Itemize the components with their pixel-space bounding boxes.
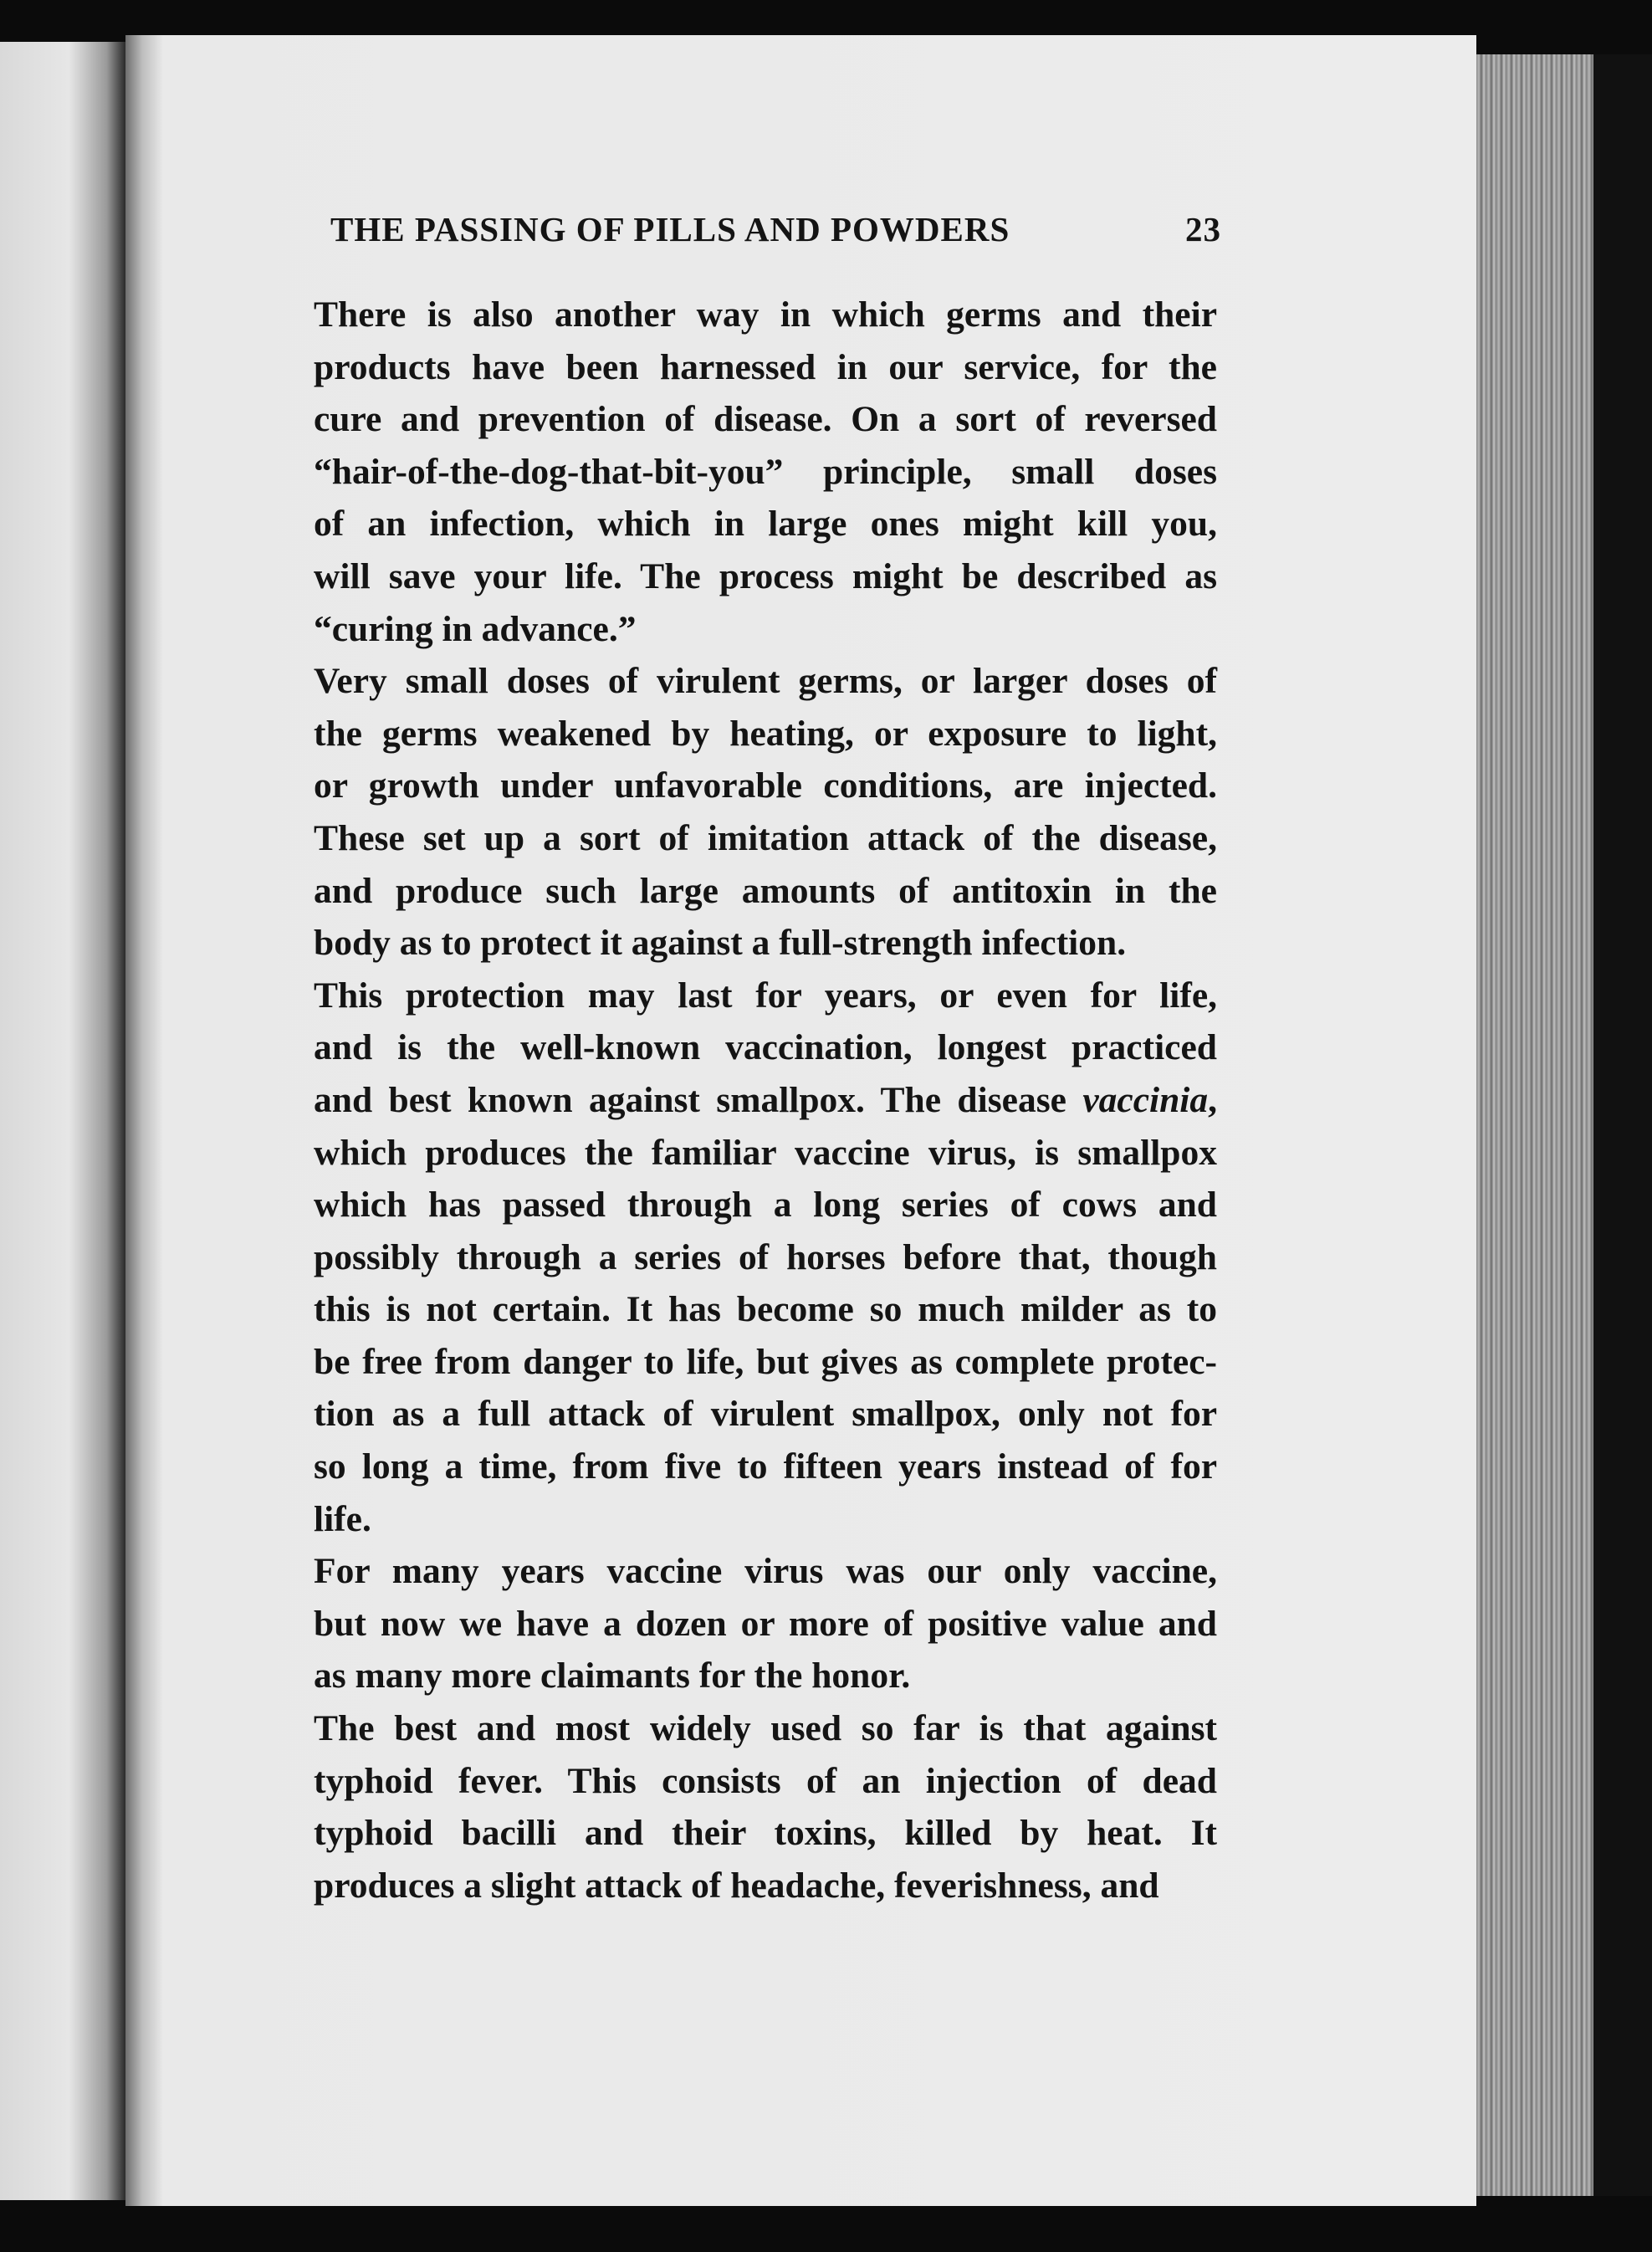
facing-page-edge: [0, 42, 125, 2200]
text-line: and is the well-known vaccination, longest practiced: [314, 1027, 1217, 1068]
text-line: produces a slight attack of headache, feverishness, and: [314, 1865, 1159, 1906]
text-line: and produce such large amounts of antitoxin in the: [314, 870, 1217, 911]
paragraph: [268, 970, 1217, 1546]
text-line: The best and most widely used so far is that against: [314, 1708, 1217, 1749]
text-line: but now we have a dozen or more of positive value and: [314, 1603, 1217, 1644]
text-line: cure and prevention of disease. On a sort of reversed: [314, 399, 1217, 440]
text-line: For many years vaccine virus was our only vaccine,: [314, 1551, 1217, 1592]
text-line: this is not certain. It has become so much milder as to: [314, 1289, 1217, 1330]
running-title: THE PASSING OF PILLS AND POWDERS: [330, 210, 1010, 248]
text-line: will save your life. The process might be described as: [314, 555, 1217, 596]
text-line: of an infection, which in large ones might kill you,: [314, 504, 1217, 545]
scan-border: [1593, 54, 1652, 2196]
paragraph: [268, 1545, 1217, 1702]
italic-term: vaccinia: [1082, 1079, 1209, 1120]
text-line: as many more claimants for the honor.: [314, 1656, 911, 1697]
text-line: and best known against smallpox. The disease vaccinia,: [314, 1079, 1217, 1120]
text-line: body as to protect it against a full-strength infection.: [314, 923, 1127, 964]
text-line: which produces the familiar vaccine virus, is smallpox: [314, 1132, 1217, 1173]
paragraph: [268, 289, 1217, 655]
paragraph: [268, 1702, 1217, 1912]
text-line: be free from danger to life, but gives as complete protec-: [314, 1341, 1217, 1382]
text-line: Very small doses of virulent germs, or larger doses of: [314, 661, 1217, 702]
text-line: life.: [314, 1498, 371, 1539]
running-header: [330, 209, 1221, 259]
text-line: or growth under unfavorable conditions, are injected.: [314, 765, 1217, 806]
text-line: which has passed through a long series of cows and: [314, 1185, 1217, 1226]
text-line: typhoid bacilli and their toxins, killed by heat. It: [314, 1813, 1217, 1854]
text-line: “curing in advance.”: [314, 608, 637, 649]
body-text: [268, 289, 1217, 1912]
text-line: This protection may last for years, or even for life,: [314, 975, 1217, 1016]
text-line: typhoid fever. This consists of an injection of dead: [314, 1760, 1217, 1801]
text-line: possibly through a series of horses before that, though: [314, 1236, 1217, 1277]
text-line: products have been harnessed in our service, for the: [314, 346, 1217, 387]
text-line: tion as a full attack of virulent smallpox, only not for: [314, 1394, 1217, 1435]
text-line: “hair-of-the-dog-that-bit-you” principle, small doses: [314, 451, 1217, 492]
text-line: There is also another way in which germs and their: [314, 294, 1217, 335]
page-block-edge: [1476, 54, 1602, 2196]
text-line: so long a time, from five to fifteen years instead of for: [314, 1446, 1217, 1487]
text-line: the germs weakened by heating, or exposure to light,: [314, 713, 1217, 754]
text-line: These set up a sort of imitation attack of the disease,: [314, 817, 1217, 858]
page-number: 23: [1185, 210, 1221, 248]
paragraph: [268, 655, 1217, 970]
